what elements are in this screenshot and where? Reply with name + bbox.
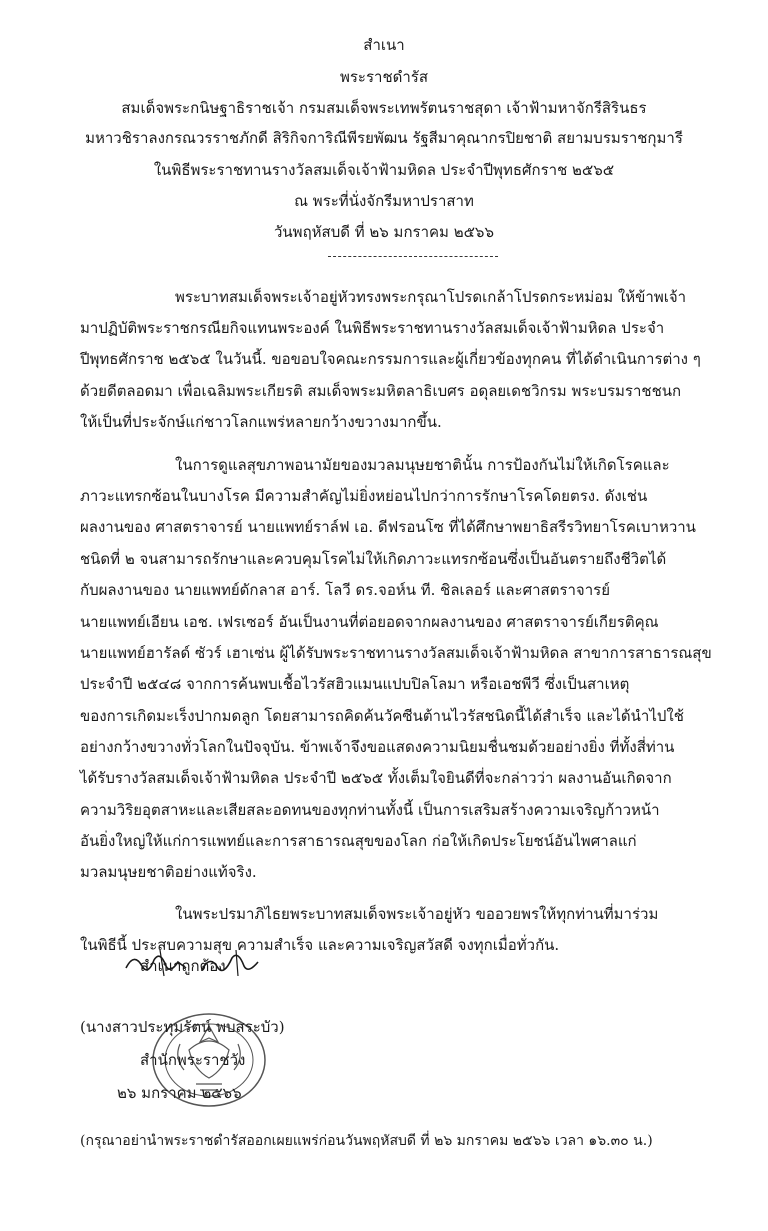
body-line: ด้วยดีตลอดมา เพื่อเฉลิมพระเกียรติ สมเด็จพระมหิตลาธิเบศร อดุลยเดชวิกรม พระบรมราชชนก [80,382,682,400]
body-line: ความวิริยอุตสาหะและเสียสละอดทนของทุกท่านทั้งนี้ เป็นการเสริมสร้างความเจริญก้าวหน้า [80,801,660,819]
body-line: ได้รับรางวัลสมเด็จเจ้าฟ้ามหิดล ประจำปี ๒๕๖๕ ทั้งเต็มใจยินดีที่จะกล่าวว่า ผลงานอันเกิดจาก [80,769,672,787]
body-line: มาปฏิบัติพระราชกรณียกิจแทนพระองค์ ในพิธีพระราชทานรางวัลสมเด็จเจ้าฟ้ามหิดล ประจำ [80,319,665,337]
body-line: นายแพทย์ฮารัลด์ ซัวร์ เฮาเซ่น ผู้ได้รับพระราชทานรางวัลสมเด็จเจ้าฟ้ามหิดล สาขาการสาธารณสุข [80,644,712,662]
body-line: ผลงานของ ศาสตราจารย์ นายแพทย์ราล์ฟ เอ. ดีฟรอนโซ ที่ได้ศึกษาพยาธิสรีรวิทยาโรคเบาหวาน [80,518,696,536]
body-line: ในพระปรมาภิไธยพระบาทสมเด็จพระเจ้าอยู่หัว ขออวยพรให้ทุกท่านที่มาร่วม [175,905,659,923]
speaker-title-line-2: มหาวชิราลงกรณวรราชภักดี สิริกิจการิณีพีรยพัฒน รัฐสีมาคุณากรปิยชาติ สยามบรมราชกุมารี [85,129,683,147]
body-line: ประจำปี ๒๕๔๘ จากการค้นพบเชื้อไวรัสฮิวแมนแปบปิลโลมา หรือเอชพีวี ซึ่งเป็นสาเหตุ [80,675,630,693]
embargo-note: (กรุณาอย่านำพระราชดำรัสออกเผยแพร่ก่อนวันพฤหัสบดี ที่ ๒๖ มกราคม ๒๕๖๖ เวลา ๑๖.๓๐ น.) [80,1133,653,1149]
certified-copy-label: สำเนาถูกต้อง [140,957,226,975]
body-line: อันยิ่งใหญ่ให้แก่การแพทย์และการสาธารณสุขของโลก ก่อให้เกิดประโยชน์อันไพศาลแก่ [80,832,637,850]
body-line: ปีพุทธศักราช ๒๕๖๕ ในวันนี้. ขอขอบใจคณะกรรมการและผู้เกี่ยวข้องทุกคน ที่ได้ดำเนินการต่าง ๆ [80,350,701,368]
certification-date: ๒๖ มกราคม ๒๕๖๖ [117,1084,242,1102]
body-line: พระบาทสมเด็จพระเจ้าอยู่หัวทรงพระกรุณาโปรดเกล้าโปรดกระหม่อม ให้ข้าพเจ้า [175,288,687,306]
header-divider [328,256,498,257]
body-line: นายแพทย์เอียน เอช. เฟรเซอร์ อันเป็นงานที่ต่อยอดจากผลงานของ ศาสตราจารย์เกียรติคุณ [80,613,659,631]
body-line: ในการดูแลสุขภาพอนามัยของมวลมนุษยชาตินั้น การป้องกันไม่ให้เกิดโรคและ [175,456,670,474]
body-line: ภาวะแทรกซ้อนในบางโรค มีความสำคัญไม่ยิ่งหย่อนไปกว่าการรักษาโรคโดยตรง. ดังเช่น [80,487,648,505]
body-line: ให้เป็นที่ประจักษ์แก่ชาวโลกแพร่หลายกว้างขวางมากขึ้น. [80,413,442,431]
body-line: ของการเกิดมะเร็งปากมดลูก โดยสามารถคิดค้นวัคซีนต้านไวรัสชนิดนี้ได้สำเร็จ และได้นำไปใช้ [80,707,684,725]
certifier-office: สำนักพระราชวัง [140,1051,246,1069]
certifier-name: (นางสาวประทุมรัตน์ พบสระบัว) [80,1018,285,1036]
body-line: ในพิธีนี้ ประสบความสุข ความสำเร็จ และความเจริญสวัสดี จงทุกเมื่อทั่วกัน. [80,936,560,954]
venue-line: ณ พระที่นั่งจักรีมหาปราสาท [294,192,474,210]
body-line: อย่างกว้างขวางทั่วโลกในปัจจุบัน. ข้าพเจ้าจึงขอแสดงความนิยมชื่นชมด้วยอย่างยิ่ง ที่ทั้งสี่ท่าน [80,738,675,756]
document-type: พระราชดำรัส [339,68,429,86]
body-line: กับผลงานของ นายแพทย์ดักลาส อาร์. โลวี ดร.จอห์น ที. ชิลเลอร์ และศาสตราจารย์ [80,581,610,599]
body-line: มวลมนุษยชาติอย่างแท้จริง. [80,863,257,881]
ceremony-line: ในพิธีพระราชทานรางวัลสมเด็จเจ้าฟ้ามหิดล ประจำปีพุทธศักราช ๒๕๖๕ [153,161,615,179]
copy-label: สำเนา [363,36,405,54]
body-line: ชนิดที่ ๒ จนสามารถรักษาและควบคุมโรคไม่ให้เกิดภาวะแทรกซ้อนซึ่งเป็นอันตรายถึงชีวิตได้ [80,550,667,568]
speaker-title-line-1: สมเด็จพระกนิษฐาธิราชเจ้า กรมสมเด็จพระเทพรัตนราชสุดา เจ้าฟ้ามหาจักรีสิรินธร [121,99,647,117]
date-line: วันพฤหัสบดี ที่ ๒๖ มกราคม ๒๕๖๖ [274,223,494,241]
